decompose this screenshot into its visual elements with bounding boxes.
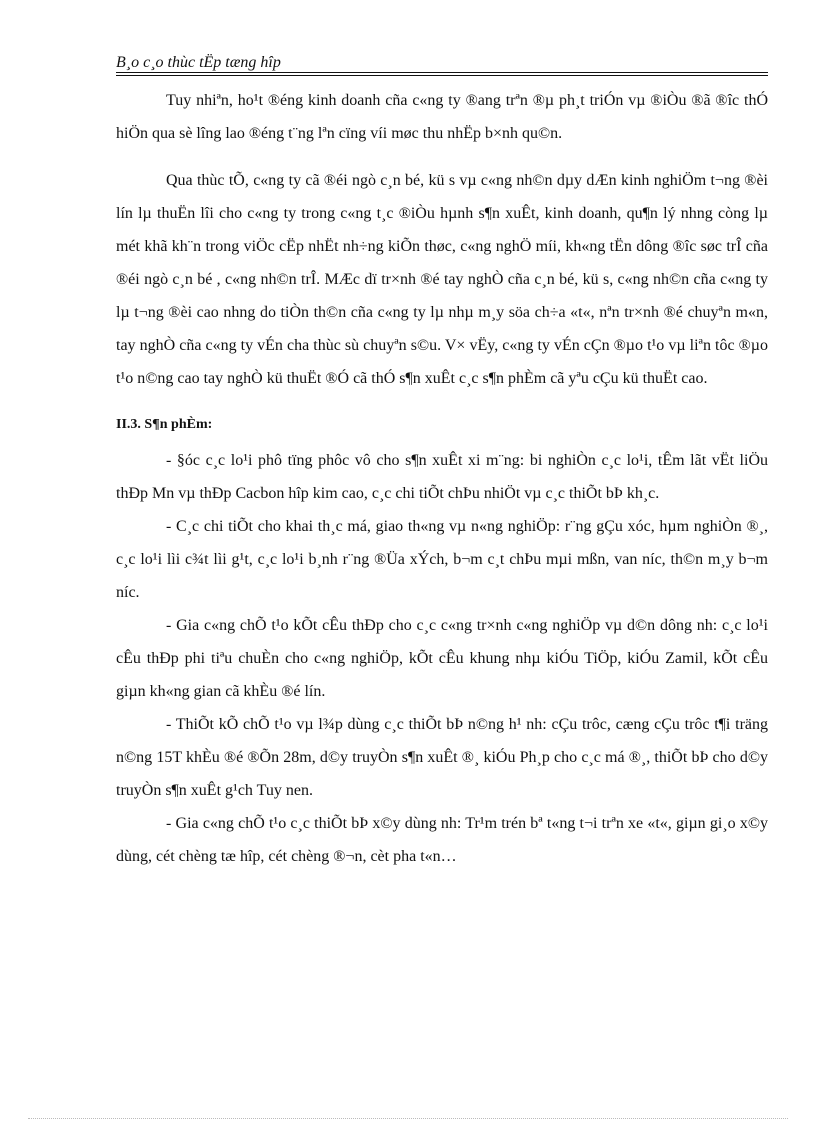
page-bottom-border: [28, 1118, 788, 1119]
section-heading: II.3. S¶n phÈm:: [116, 417, 213, 432]
page-header: [116, 52, 768, 76]
header-rule-thick: [116, 75, 768, 76]
product-item: - ThiÕt kÕ chÕ t¹o vµ l¾p dùng c¸c thiÕt bÞ n©ng h¹ nh: cÇu trôc, cæng cÇu trôc t¶i träng n©ng 15T khÈu ®é ®Õn 28m, d©y truyÒn s¶n xuÊt ®¸ kiÓu Ph¸p cho c¸c má ®¸, thiÕt bÞ cho d©y truyÒn s¶n xuÊt g¹ch Tuy nen.: [116, 716, 768, 799]
document-body: [116, 84, 768, 873]
product-item: - Gia c«ng chÕ t¹o kÕt cÊu thÐp cho c¸c c«ng tr×nh c«ng nghiÖp vµ d©n dông nh: c¸c lo¹i cÊu thÐp phi tiªu chuÈn cho c«ng nghiÖp, kÕt cÊu khung nhµ kiÓu TiÖp, kiÓu Zamil, kÕt cÊu giµn kh«ng gian cã khÈu ®é lín.: [116, 617, 768, 700]
product-item: - §óc c¸c lo¹i phô tïng phôc vô cho s¶n xuÊt xi m¨ng: bi nghiÒn c¸c lo¹i, tÊm lãt vËt liÖu thÐp Mn vµ thÐp Cacbon hîp kim cao, c¸c chi tiÕt chÞu nhiÖt vµ c¸c thiÕt bÞ kh¸c.: [116, 452, 768, 502]
body-paragraph: Qua thùc tÕ, c«ng ty cã ®éi ngò c¸n bé, kü s vµ c«ng nh©n dµy dÆn kinh nghiÖm t¬ng ®èi lín lµ thuËn lîi cho c«ng ty trong c«ng t¸c ®iÒu hµnh s¶n xuÊt, kinh doanh, qu¶n lý nhng còng lµ mét khã kh¨n trong viÖc cËp nhËt nh÷ng kiÕn thøc, c«ng nghÖ míi, kh«ng tËn dông ®îc søc trÎ cña ®éi ngò c¸n bé , c«ng nh©n trÎ. MÆc dï tr×nh ®é tay nghÒ cña c¸n bé, kü s, c«ng nh©n cña c«ng ty lµ t¬ng ®èi cao nhng do tiÒn th©n cña c«ng ty lµ nhµ m¸y söa ch÷a «t«, nªn tr×nh ®é chuyªn m«n, tay nghÒ cña c«ng ty vÉn cha thùc sù chuyªn s©u. V× vËy, c«ng ty vÉn cÇn ®µo t¹o vµ liªn tôc ®µo t¹o n©ng cao tay nghÒ kü thuËt ®Ó cã thÓ s¶n xuÊt c¸c s¶n phÈm cã yªu cÇu kü thuËt cao.: [116, 172, 768, 387]
header-title: B¸o c¸o thùc tËp tæng hîp: [116, 54, 281, 71]
product-item: - Gia c«ng chÕ t¹o c¸c thiÕt bÞ x©y dùng nh: Tr¹m trén bª t«ng t¬i trªn xe «t«, giµn gi¸o x©y dùng, cét chèng tæ hîp, cét chèng ®¬n, cèt pha t«n…: [116, 815, 768, 865]
product-item: - C¸c chi tiÕt cho khai th¸c má, giao th«ng vµ n«ng nghiÖp: r¨ng gÇu xóc, hµm nghiÒn ®¸, c¸c lo¹i lìi c¾t lìi g¹t, c¸c lo¹i b¸nh r¨ng ®Üa xÝch, b¬m c¸t chÞu mµi mßn, van níc, th©n m¸y b¬m níc.: [116, 518, 768, 601]
body-paragraph: Tuy nhiªn, ho¹t ®éng kinh doanh cña c«ng ty ®ang trªn ®µ ph¸t triÓn vµ ®iÒu ®ã ®îc thÓ hiÖn qua sè lîng lao ®éng t¨ng lªn cïng víi møc thu nhËp b×nh qu©n.: [116, 92, 768, 142]
header-rule-thin: [116, 72, 768, 73]
